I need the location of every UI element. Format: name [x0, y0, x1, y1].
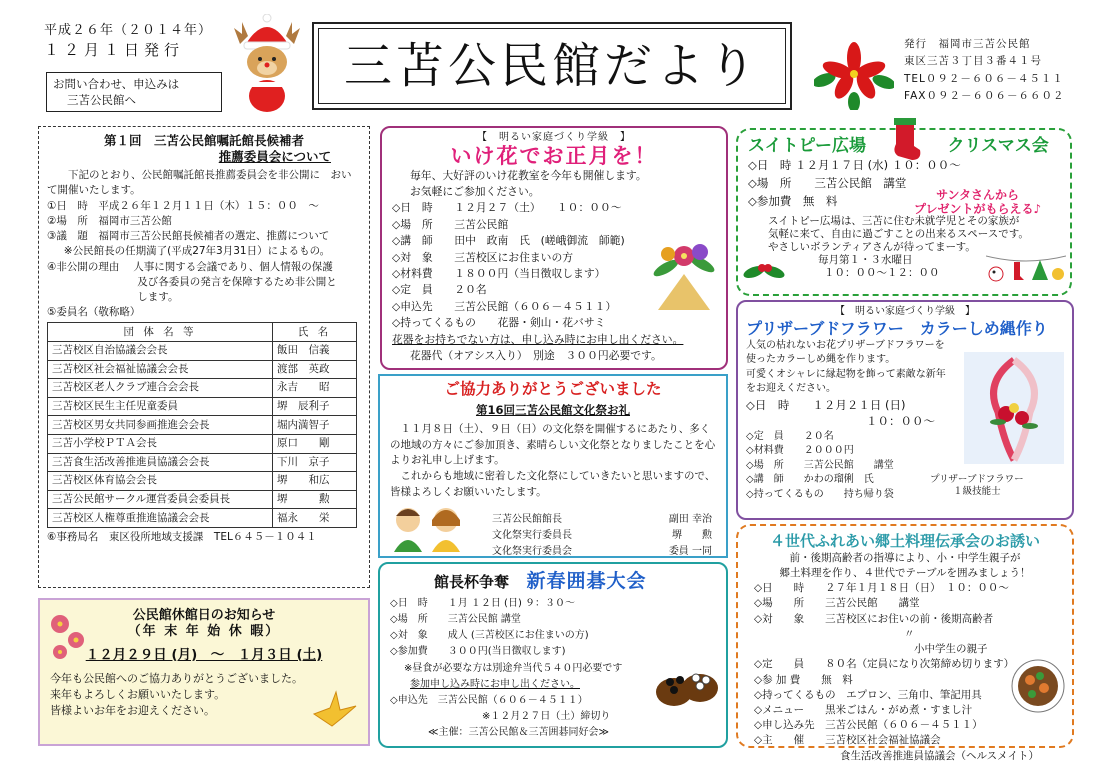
contact-line: 三苫公民館へ [67, 93, 136, 108]
go-detail: ◇場 所 三苫公民館 講堂 [390, 613, 521, 625]
committee-intro: 下記のとおり、公民館嘱託館長推薦委員会を非公開に おいて開催いたします。 [47, 169, 352, 197]
xmas-detail: ◇場 所 三苫公民館 講堂 [748, 176, 907, 191]
table-row [48, 453, 357, 472]
pf-detail: ◇場 所 三苫公民館 講堂 [746, 459, 894, 471]
table-row [48, 342, 357, 361]
organization-cell: 三苫小学校ＰＴＡ会長 [48, 435, 273, 454]
issue-date [44, 22, 212, 60]
issue-day: １２月１日発行 [44, 40, 185, 59]
local-cuisine-event [736, 524, 1074, 762]
reindeer-santa-icon [232, 14, 302, 114]
xmas-desc: スイトピー広場は、三苫に住む未就学児とその家族が [768, 214, 1020, 227]
cooking-title: ４世代ふれあい郷土料理伝承会のお誘い [769, 532, 1040, 550]
xmas-desc: やさしいボランティアさんが待ってまーす。 [768, 240, 976, 253]
committee-item: ①日 時 平成２６年１２月１１日（木）１５：００ ～ [47, 199, 319, 212]
holiday-dates: １２月２９日 (月) ～ １月３日 (土) [85, 646, 323, 663]
signer-name: 堺 勲 [672, 530, 712, 541]
table-row [48, 397, 357, 416]
organization-cell: 三苫公民館サークル運営委員会委員長 [48, 490, 273, 509]
member-name-cell: 堺 和広 [273, 472, 357, 491]
origami-crane-icon [312, 690, 358, 730]
cooking-detail: 食生活改善推進員協議会（ヘルスメイト） [840, 749, 1039, 762]
member-name-cell: 原口 剛 [273, 435, 357, 454]
go-detail: ◇日 時 １月 １２日 (日) ９：３０～ [390, 597, 576, 609]
organization-cell: 三苫校区人権尊重推進協議会会長 [48, 509, 273, 528]
xmas-schedule: 毎月第１・３水曜日 [818, 254, 913, 267]
ikebana-intro: 毎年、大好評のいけ花教室を今年も開催します。 [410, 168, 647, 182]
message-line: 来年もよろしくお願いいたします。 [50, 688, 226, 702]
table-row [48, 472, 357, 491]
holiday-notice [38, 598, 370, 746]
organization-cell: 三苫校区体育協会会長 [48, 472, 273, 491]
ikebana-event [380, 126, 728, 370]
table-row [48, 435, 357, 454]
thanks-title: ご協力ありがとうございました [444, 380, 662, 398]
plum-blossom-icon [46, 610, 92, 664]
signer-row [492, 512, 712, 528]
cooking-intro: 前・後期高齢者の指導により、小・中学生親子が [789, 551, 1021, 564]
holly-icon [742, 256, 788, 286]
holiday-subtitle: （年 末 年 始 休 暇） [127, 624, 281, 640]
signer-name: 副田 幸治 [668, 514, 712, 525]
holiday-title: 公民館休館日のお知らせ [132, 608, 276, 623]
organization-cell: 三苫校区民生主任児童委員 [48, 397, 273, 416]
signer-name: 委員 一同 [668, 546, 712, 557]
culture-festival-thanks [378, 374, 728, 558]
pf-intro: 可愛くオシャレに縁起物を飾って素敵な新年 [746, 368, 946, 380]
members-table [47, 322, 357, 528]
cooking-detail: ◇申し込み先 三苫公民館（６０６－４５１１） [754, 719, 983, 732]
christmas-party-event [736, 128, 1072, 296]
ikebana-detail: ◇材料費 １８００円（当日徴収します） [392, 267, 606, 281]
cooking-detail: 小中学生の親子 [914, 643, 988, 656]
cooking-detail: ◇場 所 三苫公民館 講堂 [754, 597, 920, 610]
ikebana-detail: ◇持ってくるもの 花器・剣山・花バサミ [392, 316, 606, 330]
organization-cell: 三苫校区男女共同参画推進会会長 [48, 416, 273, 435]
committee-item: ④非公開の理由 人事に関する会議であり、個人情報の保護 [47, 260, 333, 273]
issue-era-year: 平成２６年（２０１４年） [44, 23, 213, 38]
committee-title: 第１回 三苫公民館嘱託館長候補者 [103, 133, 304, 148]
thanks-body: １１月８日（土）、９日（日）の文化祭を開催するにあたり、多くの地域の方々にご参加頂き、素晴らしい文化祭となりましたことを心よりお礼申し上げます。 [390, 422, 716, 467]
pf-intro: をお迎えください。 [746, 383, 836, 394]
member-name-cell: 堺 勲 [273, 490, 357, 509]
table-row [48, 416, 357, 435]
table-row [48, 490, 357, 509]
cooking-detail: 〃 [904, 627, 915, 640]
credential-line: プリザーブドフラワー [930, 474, 1024, 485]
ikebana-tag: 【 明るい家庭づくり学級 】 [477, 132, 631, 143]
pf-title: プリザーブドフラワー カラーしめ縄作り [746, 318, 1048, 338]
publisher-name: 発行 福岡市三苫公民館 [904, 38, 1031, 50]
committee-item: ②場 所 福岡市三苫公館 [47, 214, 172, 227]
xmas-detail: ◇日 時 １２月１７日 (水) １０：００～ [748, 158, 961, 173]
santa-line: サンタさんから [936, 188, 1020, 202]
cooking-detail: ◇対 象 三苫校区にお住いの前・後期高齢者 [754, 612, 994, 625]
cooking-detail: ◇日 時 ２７年１月１８日（日） １０：００～ [754, 582, 1009, 595]
signer-role: 文化祭実行委員会 [492, 546, 572, 557]
publisher-tel: TEL０９２－６０６－４５１１ [904, 72, 1064, 85]
thanks-body: これからも地域に密着した文化祭にしていきたいと思いますので、皆様よろしくお願いいたします。 [390, 470, 716, 498]
organization-cell: 三苫食生活改善推進員協議会会長 [48, 453, 273, 472]
member-name-cell: 福永 栄 [273, 509, 357, 528]
message-line: 今年も公民館へのご協力ありがとうございました。 [50, 672, 303, 686]
message-line: 皆様よいお年をお迎えください。 [50, 704, 215, 718]
contact-box [46, 72, 222, 112]
pf-detail: ◇講 師 かわの瑠俐 氏 [746, 474, 874, 486]
member-name-cell: 堀内満智子 [273, 416, 357, 435]
ikebana-detail: ◇申込先 三苫公民館（６０６－４５１１） [392, 299, 617, 313]
christmas-stocking-icon [888, 116, 924, 164]
xmas-detail: ◇参加費 無 料 [748, 193, 838, 208]
credential-line: １級技能士 [953, 486, 1001, 498]
cooking-intro: 郷土料理を作り、４世代でテーブルを囲みましょう！ [779, 566, 1031, 579]
xmas-schedule: １０：００～１２：００ [824, 267, 940, 280]
ikebana-detail: ◇場 所 三苫公民館 [392, 217, 509, 231]
signer-role: 文化祭実行委員長 [492, 530, 572, 541]
pf-detail: ◇定 員 ２０名 [746, 430, 834, 442]
signers-list [492, 512, 712, 560]
santa-present-note [914, 188, 1041, 217]
thanks-subtitle: 第16回三苫公民館文化祭お礼 [475, 403, 630, 418]
pf-time: １０：００～ [866, 414, 935, 429]
santa-line: プレゼントがもらえる♪ [914, 202, 1042, 217]
pf-intro: 人気の枯れないお花プリザーブドフラワーを [746, 339, 945, 351]
table-header-row [48, 323, 357, 342]
column-header: 氏 名 [273, 323, 357, 342]
member-name-cell: 堺 辰利子 [273, 397, 357, 416]
ikebana-detail: ◇定 員 ２０名 [392, 283, 487, 297]
go-detail: ※昼食が必要な方は別途弁当代５４０円必要です [404, 662, 623, 674]
go-detail: ◇対 象 成人 (三苫校区にお住まいの方) [390, 630, 589, 642]
committee-item: 及び各委員の発言を保障するため非公開と [137, 275, 337, 288]
xmas-desc: 気軽に来て、自由に過ごすことの出来るスペースです。 [768, 227, 1029, 240]
publisher-address: 東区三苫３丁目３番４１号 [904, 55, 1042, 68]
member-name-cell: 永吉 昭 [273, 379, 357, 398]
go-detail: ◇参加費 ３００円(当日徴収します) [390, 646, 566, 658]
ikebana-intro: お気軽にご参加ください。 [410, 185, 540, 198]
publisher-info [904, 36, 1064, 105]
committee-notice [38, 126, 370, 588]
committee-item: します。 [137, 291, 179, 303]
column-header: 団 体 名 等 [48, 323, 273, 342]
poinsettia-icon [814, 40, 894, 110]
table-row [48, 509, 357, 528]
newsletter-title: 三苫公民館だより [318, 28, 786, 104]
publisher-fax: FAX０９２－６０６－６６０２ [904, 89, 1065, 102]
committee-subtitle: 推薦委員会について [218, 148, 331, 164]
preserved-flower-event [736, 300, 1074, 520]
contact-line: お問い合わせ、申込みは [53, 77, 180, 91]
pf-detail: ◇材料費 ２０００円 [746, 445, 854, 457]
pf-intro: 使ったカラーしめ縄を作ります。 [746, 354, 896, 365]
flower-arrangement-icon [644, 234, 722, 320]
ikebana-detail: ◇日 時 １２月２７（土） １０：００～ [392, 201, 622, 215]
dish-food-icon [1010, 658, 1066, 714]
organization-cell: 三苫校区社会福祉協議会会長 [48, 360, 273, 379]
signer-row [492, 544, 712, 560]
go-detail: ※１２月２７日（土）締切り [482, 711, 611, 723]
children-icon [386, 502, 468, 552]
ikebana-detail: ◇講 師 田中 政南 氏 (嵯峨御流 師範) [392, 234, 625, 248]
pf-detail: ◇持ってくるもの 持ち帰り袋 [746, 488, 894, 500]
newsletter-title-frame [312, 22, 792, 110]
pf-date: ◇日 時 １２月２１日 (日) [746, 397, 906, 412]
signer-role: 三苫公民館館長 [492, 514, 562, 525]
ikebana-title: いけ花でお正月を！ [450, 143, 658, 168]
ikebana-detail: ◇対 象 三苫校区にお住まいの方 [392, 250, 574, 264]
committee-item: ※公民館長の任期満了(平成27年3月31日）によるもの。 [63, 245, 331, 258]
christmas-ornaments-icon [986, 252, 1066, 288]
ikebana-note: 花器代（オアシス入り） 別途 ３００円必要です。 [410, 349, 662, 363]
go-title-prefix: 館長杯争奪 [434, 573, 510, 591]
signer-row [492, 528, 712, 544]
member-name-cell: 下川 京子 [273, 453, 357, 472]
shimenawa-wreath-icon [964, 352, 1064, 464]
committee-footer: ⑥事務局名 東区役所地域支援課 TEL６４５－１０４１ [47, 530, 317, 543]
instructor-credential [930, 474, 1024, 499]
cooking-detail: ◇参 加 費 無 料 [754, 673, 853, 686]
organization-cell: 三苫校区自治協議会会長 [48, 342, 273, 361]
cooking-detail: ◇定 員 ８０名（定員になり次第締め切ります） [754, 658, 1015, 671]
go-detail: ◇申込先 三苫公民館（６０６－４５１１） [390, 694, 588, 706]
cooking-detail: ◇持ってくるもの エプロン、三角巾、筆記用具 [754, 688, 982, 701]
xmas-title: クリスマス会 [947, 136, 1049, 156]
table-row [48, 360, 357, 379]
pf-tag: 【 明るい家庭づくり学級 】 [835, 306, 975, 317]
member-name-cell: 飯田 信義 [273, 342, 357, 361]
member-name-cell: 渡部 英政 [273, 360, 357, 379]
cooking-detail: ◇メニュー 黒米ごはん・がめ煮・すまし汁 [754, 703, 973, 716]
cooking-detail: ◇主 催 三苫校区社会福祉協議会 [754, 734, 941, 747]
go-detail: 参加申し込み時にお申し出ください。 [410, 678, 580, 690]
go-title: 新春囲碁大会 [526, 570, 647, 592]
go-tournament-event [378, 562, 728, 748]
table-row [48, 379, 357, 398]
xmas-title-prefix: スイトピー広場 [748, 136, 866, 156]
ikebana-note: 花器をお持ちでない方は、申し込み時にお申し出ください。 [392, 332, 684, 346]
committee-item: ⑤委員名（敬称略） [47, 306, 141, 319]
organization-cell: 三苫校区老人クラブ連合会会長 [48, 379, 273, 398]
committee-item: ③議 題 福岡市三苫公民館長候補者の選定、推薦について [47, 230, 330, 243]
go-detail: ≪主催：三苫公民館＆三苫囲碁同好会≫ [428, 727, 609, 739]
go-stones-icon [654, 652, 720, 710]
